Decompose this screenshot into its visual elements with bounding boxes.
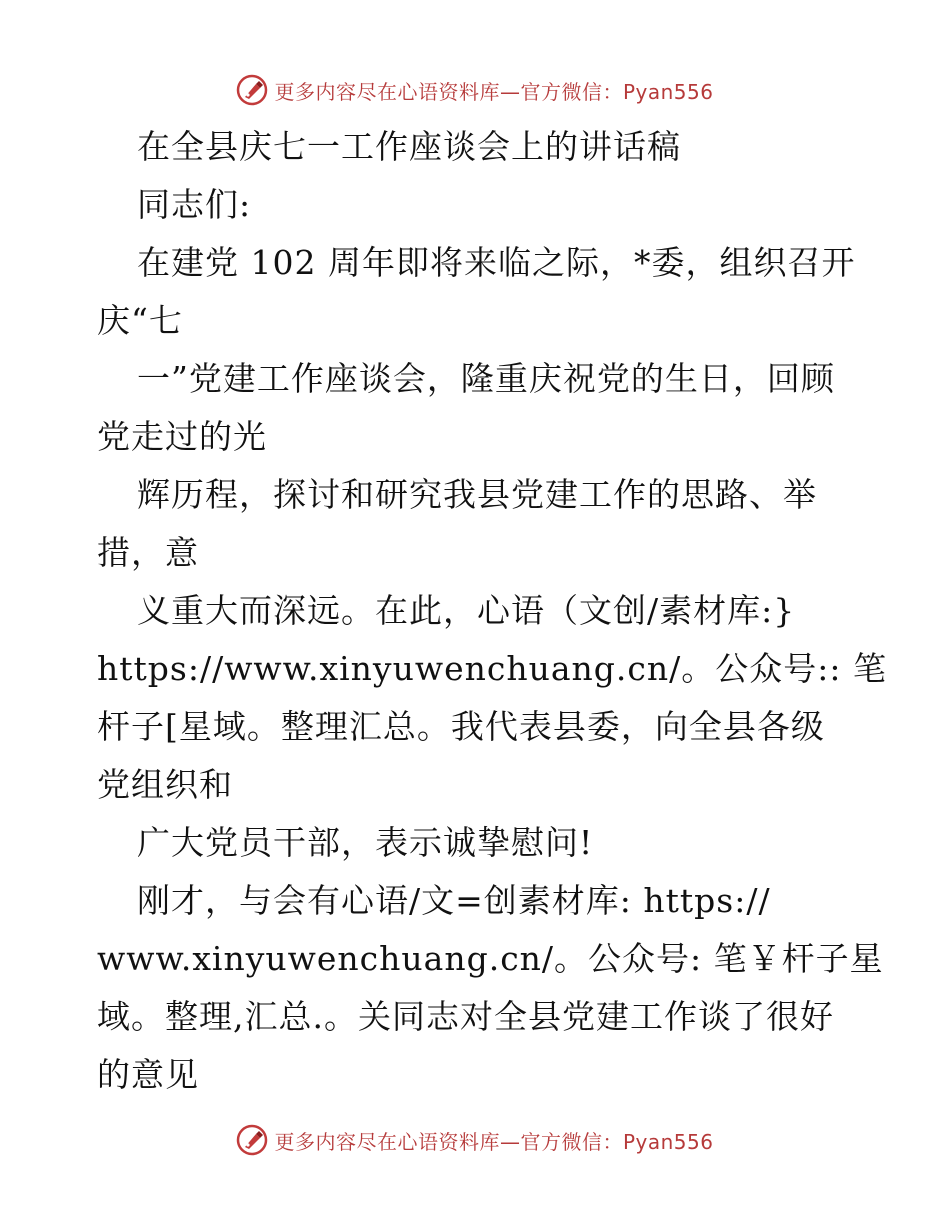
- paragraph-line: 杆子[星域。整理汇总。我代表县委，向全县各级: [97, 707, 825, 746]
- paragraph-line: 的意见: [97, 1055, 199, 1094]
- paragraph-line: 党走过的光: [97, 417, 267, 456]
- pen-nib-logo-icon: [236, 1124, 268, 1156]
- paragraph-line: 域。整理,汇总.。关同志对全县党建工作谈了很好: [97, 997, 834, 1036]
- paragraph-line: 广大党员干部，表示诚挚慰问!: [137, 823, 594, 862]
- pen-nib-logo-icon: [236, 74, 268, 106]
- paragraph-line: 义重大而深远。在此，心语（文创/素材库:}: [137, 591, 796, 630]
- salutation: 同志们:: [137, 185, 252, 224]
- paragraph-line: 一”党建工作座谈会，隆重庆祝党的生日，回顾: [137, 359, 835, 398]
- paragraph-line: https://www.xinyuwenchuang.cn/。公众号:: 笔: [97, 649, 887, 688]
- watermark-text: 更多内容尽在心语资料库—官方微信：Pyan556: [274, 79, 714, 104]
- header-watermark-banner: [0, 70, 950, 110]
- paragraph-line: 在建党 102 周年即将来临之际，*委，组织召开: [137, 243, 856, 282]
- paragraph-line: 刚才，与会有心语/文=创素材库: https://: [137, 881, 771, 920]
- paragraph-line: 辉历程，探讨和研究我县党建工作的思路、举: [137, 475, 817, 514]
- paragraph-line: 党组织和: [97, 765, 233, 804]
- paragraph-line: 庆“七: [97, 301, 183, 340]
- paragraph-line: www.xinyuwenchuang.cn/。公众号: 笔￥杆子星: [97, 939, 884, 978]
- paragraph-line: 措，意: [97, 533, 199, 572]
- footer-watermark-banner: [0, 1120, 950, 1160]
- watermark-text: 更多内容尽在心语资料库—官方微信：Pyan556: [274, 1129, 714, 1154]
- document-title: 在全县庆七一工作座谈会上的讲话稿: [137, 127, 681, 166]
- document-body: [97, 118, 887, 1104]
